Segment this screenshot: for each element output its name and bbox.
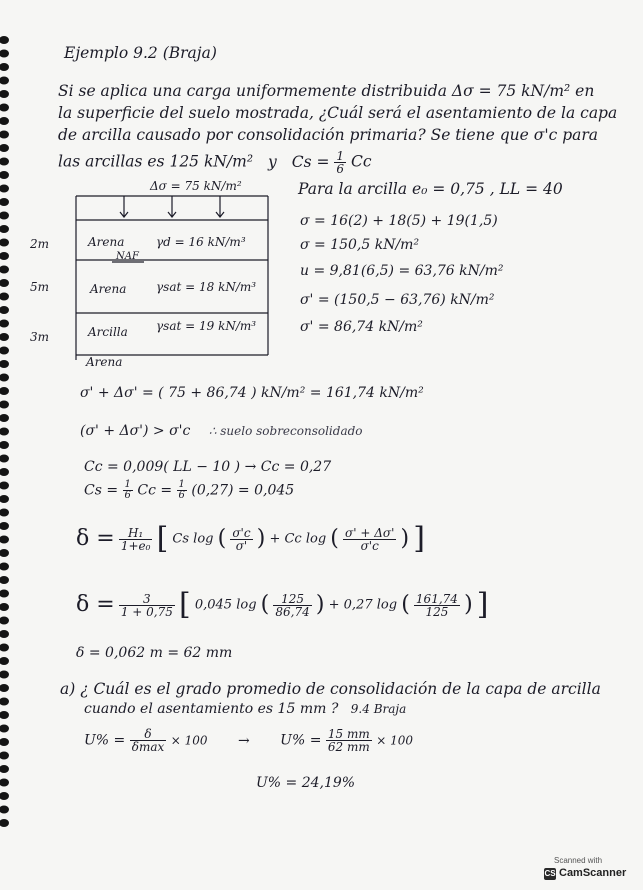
spiral-ring xyxy=(0,333,9,341)
base-layer-name: Arena xyxy=(86,355,123,369)
spiral-ring xyxy=(0,698,9,706)
substitution-h-num: 3 xyxy=(119,593,175,606)
cs-fraction-num: 1 xyxy=(336,149,345,163)
spiral-ring xyxy=(0,819,9,827)
spiral-ring xyxy=(0,630,9,638)
spiral-ring xyxy=(0,671,9,679)
spiral-ring xyxy=(0,563,9,571)
cc-line: Cc = 0,009( LL − 10 ) → Cc = 0,27 xyxy=(84,459,332,475)
formula-ratio-1-den: σ' xyxy=(235,538,248,553)
load-equation: Δσ = 75 kN/m² en xyxy=(451,82,595,100)
spiral-ring xyxy=(0,738,9,746)
part-a-reference: 9.4 Braja xyxy=(350,702,407,716)
formula-ratio-1 xyxy=(230,527,252,552)
degree-mult: × 100 xyxy=(170,733,208,748)
layer-1-thickness: 2m xyxy=(30,237,50,251)
spiral-ring xyxy=(0,185,9,193)
spiral-ring xyxy=(0,320,9,328)
spiral-ring xyxy=(0,549,9,557)
substitution-cs-log: 0,045 log xyxy=(194,597,257,613)
spiral-ring xyxy=(0,279,9,287)
substitution-lhs: δ = xyxy=(76,592,115,617)
problem-text-1: Si se aplica una carga uniformemente distribuida xyxy=(58,82,447,100)
degree-fraction xyxy=(130,728,167,753)
settlement-formula: δ = $\frac{\text{H₁}}{\text{1+e₀}}$ [ Cs log ( $\frac{\sigma'c}{\sigma'}$ ) + Cc log ( $\frac{\sigma' + \Delta\sigma'}{\sigma'c}$ ) ] xyxy=(76,521,425,556)
degree-result: U% = 24,19% xyxy=(256,775,356,791)
stress-line-2: σ = 150,5 kN/m² xyxy=(300,237,420,253)
part-a-line-1: a) ¿ Cuál es el grado promedio de consolidación de la capa de arcilla xyxy=(60,680,601,698)
spiral-ring xyxy=(0,576,9,584)
layer-3-thickness: 3m xyxy=(30,330,50,344)
spiral-ring xyxy=(0,360,9,368)
substitution-ratio-1-num: 125 xyxy=(273,593,311,606)
settlement-result: δ = 0,062 m = 62 mm xyxy=(76,645,233,661)
water-table-label: NAF xyxy=(116,251,139,262)
formula-ratio-1-num: σ'c xyxy=(232,525,251,540)
layer-3-name: Arcilla xyxy=(88,325,128,339)
spiral-ring xyxy=(0,36,9,44)
spiral-ring xyxy=(0,266,9,274)
cs-line-frac-2-den: 6 xyxy=(178,490,185,501)
degree-den: δmax xyxy=(131,740,165,754)
camscanner-icon: CS xyxy=(544,869,556,878)
spiral-ring xyxy=(0,752,9,760)
cs-line-frac-1-num: 1 xyxy=(124,479,131,490)
formula-h-fraction xyxy=(119,527,153,552)
degree-arrow: → xyxy=(237,732,250,749)
degree-lhs: U% = xyxy=(84,732,126,749)
degree-formula xyxy=(84,728,413,753)
degree-sub-lhs: U% = xyxy=(280,732,322,749)
spiral-ring xyxy=(0,522,9,530)
degree-sub-fraction xyxy=(326,728,372,753)
cs-fraction-den: 6 xyxy=(336,162,345,176)
spiral-ring xyxy=(0,711,9,719)
spiral-ring xyxy=(0,441,9,449)
stress-line-3: u = 9,81(6,5) = 63,76 kN/m² xyxy=(300,263,504,279)
formula-h-den: 1+e₀ xyxy=(120,538,151,553)
cs-line-frac-1-den: 6 xyxy=(124,490,131,501)
spiral-ring xyxy=(0,239,9,247)
spiral-ring xyxy=(0,50,9,58)
spiral-ring xyxy=(0,387,9,395)
spiral-ring xyxy=(0,77,9,85)
stress-line-1: σ = 16(2) + 18(5) + 19(1,5) xyxy=(300,213,498,229)
problem-line-2: la superficie del suelo mostrada, ¿Cuál será el asentamiento de la capa xyxy=(58,104,618,122)
problem-line-4 xyxy=(58,150,372,175)
overconsolidated-note: ∴ suelo sobreconsolidado xyxy=(208,424,363,438)
degree-sub-mult: × 100 xyxy=(376,733,413,748)
problem-line-3: de arcilla causado por consolidación primaria? Se tiene que σ'c para xyxy=(58,126,599,144)
spiral-ring xyxy=(0,428,9,436)
substitution-h-fraction xyxy=(119,593,175,618)
spiral-ring xyxy=(0,536,9,544)
layer-1-gamma: γd = 16 kN/m³ xyxy=(156,235,246,249)
formula-ratio-2-den: σ'c xyxy=(360,538,379,553)
formula-ratio-2 xyxy=(343,527,396,552)
diagram-load-label: Δσ = 75 kN/m² xyxy=(150,179,242,193)
stress-line-4: σ' = (150,5 − 63,76) kN/m² xyxy=(300,292,495,308)
degree-num: δ xyxy=(130,728,167,741)
spiral-ring xyxy=(0,171,9,179)
substitution-ratio-2 xyxy=(414,593,460,618)
scanner-name: CamScanner xyxy=(559,867,627,879)
part-a-line-2 xyxy=(84,702,406,716)
spiral-ring xyxy=(0,401,9,409)
spiral-ring xyxy=(0,495,9,503)
scanner-caption: Scanned with xyxy=(554,856,603,865)
spiral-ring xyxy=(0,198,9,206)
stress-line-5: σ' = 86,74 kN/m² xyxy=(300,319,423,335)
cs-line xyxy=(84,480,294,501)
spiral-ring xyxy=(0,212,9,220)
layer-3-gamma: γsat = 19 kN/m³ xyxy=(156,319,257,333)
cc-label: Cc xyxy=(350,152,372,171)
cs-fraction xyxy=(334,150,346,175)
spiral-ring xyxy=(0,684,9,692)
formula-cc-log: + Cc log xyxy=(269,531,327,547)
substitution-ratio-2-num: 161,74 xyxy=(415,591,458,606)
spiral-ring xyxy=(0,306,9,314)
cs-label: Cs = xyxy=(291,152,330,171)
spiral-ring xyxy=(0,374,9,382)
spiral-ring xyxy=(0,806,9,814)
conjunction: y xyxy=(268,152,277,171)
cs-line-cc: Cc = xyxy=(137,482,173,499)
spiral-ring xyxy=(0,590,9,598)
substitution-ratio-2-den: 125 xyxy=(425,604,449,619)
cs-line-frac-2-num: 1 xyxy=(178,479,185,490)
spiral-ring xyxy=(0,117,9,125)
spiral-ring xyxy=(0,63,9,71)
spiral-ring xyxy=(0,90,9,98)
spiral-ring xyxy=(0,225,9,233)
spiral-ring xyxy=(0,792,9,800)
spiral-ring xyxy=(0,104,9,112)
layer-1-name: Arena xyxy=(88,235,125,249)
sum-stress-line: σ' + Δσ' = ( 75 + 86,74 ) kN/m² = 161,74 kN/m² xyxy=(80,385,424,401)
clay-parameters: Para la arcilla e₀ = 0,75 , LL = 40 xyxy=(298,180,563,198)
spiral-ring xyxy=(0,455,9,463)
degree-sub-den: 62 mm xyxy=(327,740,370,754)
spiral-ring xyxy=(0,725,9,733)
spiral-ring xyxy=(0,293,9,301)
spiral-ring xyxy=(0,482,9,490)
spiral-ring xyxy=(0,252,9,260)
formula-h-num: H₁ xyxy=(119,527,153,540)
substitution-ratio-1-den: 86,74 xyxy=(275,604,310,619)
layer-2-gamma: γsat = 18 kN/m³ xyxy=(156,280,257,294)
precon-pressure: las arcillas es 125 kN/m² xyxy=(58,152,254,171)
spiral-binding xyxy=(0,0,14,840)
spiral-ring xyxy=(0,644,9,652)
spiral-ring xyxy=(0,765,9,773)
cs-line-fraction-2 xyxy=(177,480,187,501)
formula-cs-log: Cs log xyxy=(172,531,214,547)
cs-line-label: Cs = xyxy=(84,482,119,499)
spiral-ring xyxy=(0,468,9,476)
spiral-ring xyxy=(0,414,9,422)
spiral-ring xyxy=(0,144,9,152)
comparison-line xyxy=(80,424,363,438)
spiral-ring xyxy=(0,131,9,139)
problem-line-1 xyxy=(58,84,594,100)
spiral-ring xyxy=(0,657,9,665)
spiral-ring xyxy=(0,603,9,611)
formula-lhs: δ = xyxy=(76,526,115,551)
spiral-ring xyxy=(0,509,9,517)
layer-2-thickness: 5m xyxy=(30,280,50,294)
substitution-formula: δ = $\frac{3}{1 + 0,75}$ [ 0,045 log ( $\frac{125}{86,74}$ ) + 0,27 log ( $\frac{161,74}{125}$ ) ] xyxy=(76,587,489,622)
spiral-ring xyxy=(0,158,9,166)
substitution-cc-log: + 0,27 log xyxy=(328,597,398,613)
comparison-expr: (σ' + Δσ') > σ'c xyxy=(80,423,191,439)
cs-line-fraction-1 xyxy=(123,480,133,501)
substitution-h-den: 1 + 0,75 xyxy=(120,604,173,619)
spiral-ring xyxy=(0,617,9,625)
example-title: Ejemplo 9.2 (Braja) xyxy=(64,44,217,62)
layer-2-name: Arena xyxy=(90,282,127,296)
spiral-ring xyxy=(0,779,9,787)
part-a-question: cuando el asentamiento es 15 mm ? xyxy=(84,701,339,717)
formula-ratio-2-num: σ' + Δσ' xyxy=(345,525,395,540)
camscanner-watermark xyxy=(540,856,630,884)
substitution-ratio-1 xyxy=(273,593,311,618)
spiral-ring xyxy=(0,347,9,355)
degree-sub-num: 15 mm xyxy=(327,727,370,741)
cs-line-value: (0,27) = 0,045 xyxy=(191,482,295,499)
